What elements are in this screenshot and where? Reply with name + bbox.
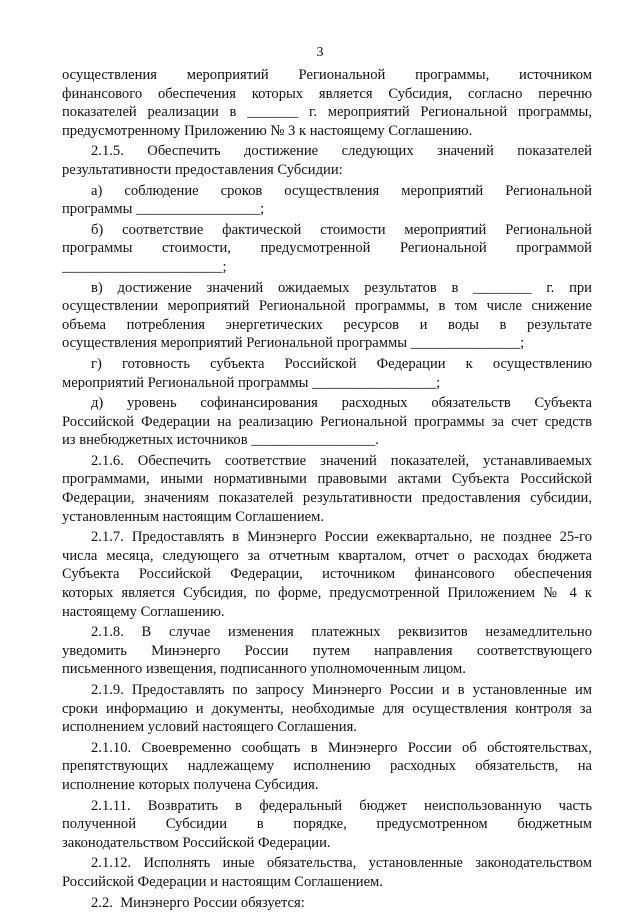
text-line: 2.1.6. Обеспечить соответствие значений показателей, устанавливаемых <box>91 452 592 469</box>
text-line: 2.1.10. Своевременно сообщать в Минэнерго России об обстоятельствах, <box>91 739 592 756</box>
text-line: финансового обеспечения которых является Субсидия, согласно перечню <box>62 85 592 102</box>
text-line: объема потребления энергетических ресурсов и воды в результате <box>62 316 592 333</box>
text-line: сроки информацию и документы, необходимые для осуществления контроля за <box>62 700 592 717</box>
text-line: показателей реализации в _______ г. мероприятий Региональной программы, <box>62 104 592 121</box>
text-line: д) уровень софинансирования расходных обязательств Субъекта <box>91 395 592 412</box>
text-line: Российской Федерации на реализацию Региональной программы за счет средств <box>62 413 592 430</box>
text-line: законодательством Российской Федерации. <box>62 834 331 851</box>
text-line: осуществления мероприятий Региональной программы _______________; <box>62 335 525 352</box>
text-line: из внебюджетных источников _________________. <box>62 432 379 449</box>
text-line: 2.1.11. Возвратить в федеральный бюджет неиспользованную часть <box>91 797 592 814</box>
text-line: уведомить Минэнерго России путем направления соответствующего <box>62 642 592 659</box>
text-line: числа месяца, следующего за отчетным кварталом, отчет о расходах бюджета <box>62 547 592 564</box>
text-line: осуществления мероприятий Региональной программы, источником <box>62 67 592 83</box>
text-line: результативности предоставления Субсидии: <box>62 161 343 178</box>
text-line: 2.1.9. Предоставлять по запросу Минэнерго России и в установленные им <box>91 682 592 698</box>
page-number: 3 <box>316 45 324 60</box>
text-line: 2.1.8. В случае изменения платежных реквизитов незамедлительно <box>91 624 592 641</box>
text-line: программы стоимости, предусмотренной Региональной программой <box>62 240 592 257</box>
text-line: ______________________; <box>62 258 227 275</box>
text-line: настоящему Соглашению. <box>62 603 225 620</box>
text-line: Российской Федерации и настоящим Соглашением. <box>62 873 383 890</box>
text-line: Федерации, значениям показателей результативности предоставления субсидии, <box>62 490 592 507</box>
text-line: 2.2. Минэнерго России обязуется: <box>91 894 305 911</box>
text-line: программы _________________; <box>62 201 265 218</box>
text-line: б) соответствие фактической стоимости мероприятий Региональной <box>91 221 592 238</box>
text-line: 2.1.12. Исполнять иные обязательства, установленные законодательством <box>91 855 592 872</box>
document-body <box>62 66 592 912</box>
text-line: письменного извещения, подписанного уполномоченным лицом. <box>62 661 466 678</box>
text-line: предусмотренному Приложению № 3 к настоящему Соглашению. <box>62 122 473 139</box>
text-line: осуществлении мероприятий Региональной программы, в том числе снижение <box>62 298 592 315</box>
text-line: полученной Субсидии в порядке, предусмотренном бюджетным <box>62 816 592 833</box>
text-line: 2.1.7. Предоставлять в Минэнерго России ежеквартально, не позднее 25-го <box>91 529 592 546</box>
text-line: исполнение которых получена Субсидия. <box>62 776 319 793</box>
text-line: г) готовность субъекта Российской Федерации к осуществлению <box>91 355 592 372</box>
text-line: Субъекта Российской Федерации, источником финансового обеспечения <box>62 566 592 583</box>
text-line: 2.1.5. Обеспечить достижение следующих значений показателей <box>91 143 592 160</box>
text-line: исполнением условий настоящего Соглашения. <box>62 719 357 736</box>
text-line: программами, иными нормативными правовыми актами Субъекта Российской <box>62 471 592 488</box>
text-line: мероприятий Региональной программы _________________; <box>62 374 441 391</box>
text-line: препятствующих надлежащему исполнению расходных обязательств, на <box>62 758 592 775</box>
text-line: а) соблюдение сроков осуществления мероприятий Региональной <box>91 182 592 199</box>
text-line: установленным настоящим Соглашением. <box>62 508 325 525</box>
text-line: в) достижение значений ожидаемых результатов в ________ г. при <box>91 279 592 296</box>
text-line: которых является Субсидия, по форме, предусмотренной Приложением № 4 к <box>62 585 592 602</box>
